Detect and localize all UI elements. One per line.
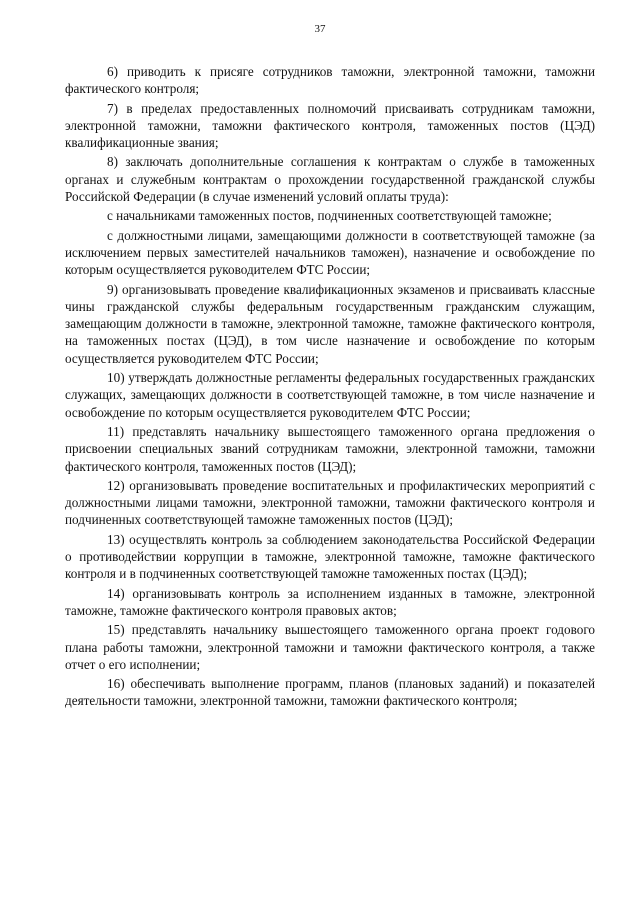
paragraph-item-8-subitem-2: с должностными лицами, замещающими должности в соответствующей таможне (за исключением первых заместителей начальников таможен), назначение и освобождение по которым осуществляется руководителем ФТС России; xyxy=(65,227,595,278)
paragraph-item-7: 7) в пределах предоставленных полномочий присваивать сотрудникам таможни, электронной таможни, таможни фактического контроля, таможенных постов (ЦЭД) квалификационные звания; xyxy=(65,100,595,151)
paragraph-item-6: 6) приводить к присяге сотрудников таможни, электронной таможни, таможни фактического контроля; xyxy=(65,64,595,97)
paragraph-item-11: 11) представлять начальнику вышестоящего таможенного органа предложения о присвоении специальных званий сотрудникам таможни, электронной таможни, таможни фактического контроля, таможенных постов (ЦЭД); xyxy=(65,423,595,474)
paragraph-item-9: 9) организовывать проведение квалификационных экзаменов и присваивать классные чины гражданской службы федеральным государственным гражданским служащим, замещающим должности в таможне, электронной таможне, таможне фактического контроля, на таможенных постах (ЦЭД), в том числе назначение и освобождение по которым осуществляется руководителем ФТС России; xyxy=(65,281,595,366)
paragraph-item-8-subitem-1: с начальниками таможенных постов, подчиненных соответствующей таможне; xyxy=(107,208,552,224)
paragraph-item-12: 12) организовывать проведение воспитательных и профилактических мероприятий с должностными лицами таможни, электронной таможни, таможни фактического контроля и подчиненных соответствующей таможне таможенных постов (ЦЭД); xyxy=(65,477,595,528)
page-number: 37 xyxy=(314,23,326,35)
paragraph-item-10: 10) утверждать должностные регламенты федеральных государственных гражданских служащих, замещающих должности в соответствующей таможне, в том числе назначение и освобождение по которым осуществляется руководителем ФТС России; xyxy=(65,370,595,420)
paragraph-item-14: 14) организовывать контроль за исполнением изданных в таможне, электронной таможне, таможне фактического контроля правовых актов; xyxy=(65,585,595,618)
paragraph-item-13: 13) осуществлять контроль за соблюдением законодательства Российской Федерации о противодействии коррупции в таможне, электронной таможне, таможне фактического контроля и в подчиненных соответствующей таможне таможенных постах (ЦЭД); xyxy=(65,531,595,582)
paragraph-item-15: 15) представлять начальнику вышестоящего таможенного органа проект годового плана работы таможни, электронной таможни и таможни фактического контроля, а также отчет о его исполнении; xyxy=(65,622,595,672)
paragraph-item-8: 8) заключать дополнительные соглашения к контрактам о службе в таможенных органах и служебным контрактам о прохождении государственной гражданской службы Российской Федерации (в случае изменений условий оплаты труда): xyxy=(65,154,595,205)
document-body xyxy=(65,63,595,712)
paragraph-item-16: 16) обеспечивать выполнение программ, планов (плановых заданий) и показателей деятельности таможни, электронной таможни, таможни фактического контроля; xyxy=(65,676,595,709)
